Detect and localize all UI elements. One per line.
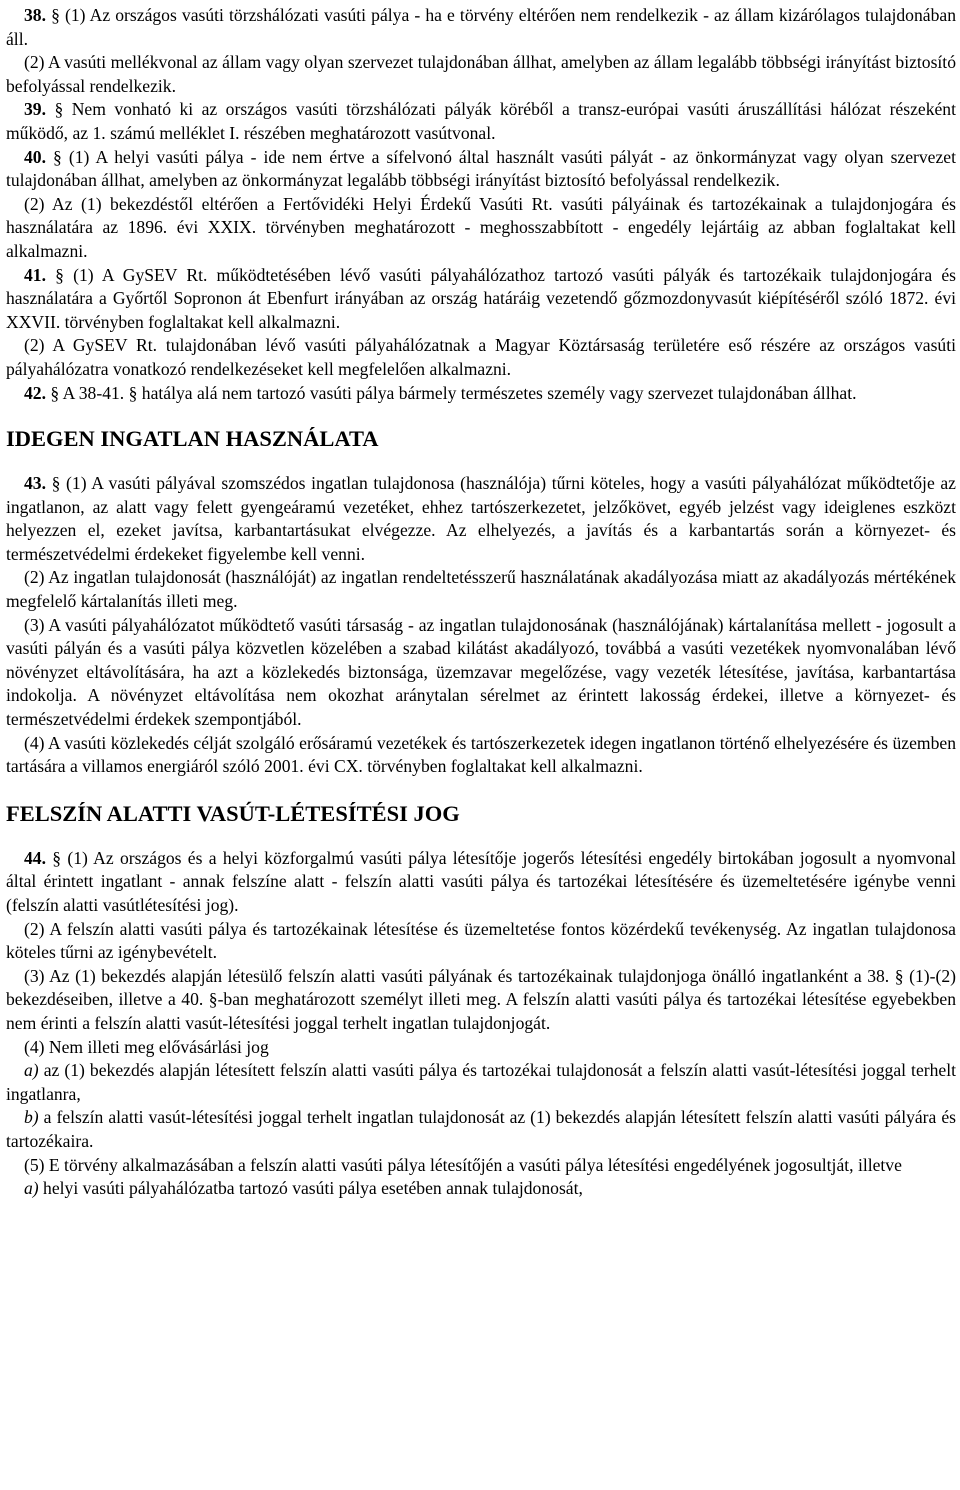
section-number: 44. [24,847,46,868]
section-44-point-b [6,1106,956,1153]
section-43-paragraph-3: (3) A vasúti pályahálózatot működtető vasúti társaság - az ingatlan tulajdonosának (használójának) kártalanítása mellett - jogosult a vasúti pályán és a vasúti pálya közvetlen közelében a szabad kilátást akadályozó, továbbá a vasúti vezetékek nyomvonalában lévő növényzet eltávolítására, ha azt a közlekedés biztonsága, üzemzavar megelőzése, vagy vezeték létesítése, javítása, karbantartása indokolja. A növényzet eltávolítása nem okozhat aránytalan sérelmet az érintett lakosság érdekei, illetve a környezet- és természetvédelmi érdekek szempontjából. [6,614,956,730]
paragraph-text: § (1) Az országos vasúti törzshálózati vasúti pálya - ha e törvény eltérően nem rendelkezik - az állam kizárólagos tulajdonában áll. [6,5,956,49]
document-page [6,4,956,1201]
section-44-point-a [6,1059,956,1106]
section-heading: IDEGEN INGATLAN HASZNÁLATA [6,426,379,452]
point-label: a) [24,1060,39,1081]
section-number: 39. [24,99,46,120]
section-number: 41. [24,264,46,285]
section-44-paragraph-1 [6,847,956,918]
section-43-paragraph-4: (4) A vasúti közlekedés célját szolgáló erősáramú vezetékek és tartószerkezetek idegen ingatlanon történő elhelyezésére és üzemben tartására a villamos energiáról szóló 2001. évi CX. törvényben foglaltakat kell alkalmazni. [6,732,956,777]
paragraph-text: § (1) A vasúti pályával szomszédos ingatlan tulajdonosa (használója) tűrni köteles, hogy a vasúti pályahálózat működtetője az ingatlanon, az alatt vagy felett gyengeáramú vezetéket, ehhez tartószerkezetet, jelzőkövet, egyéb jelzést vagy ideiglenes eszközt helyezzen el, ezeket javítsa, karbantartásukat elvégezze. Az elhelyezés, a javítás és a karbantartás során a környezet- és természetvédelmi érdekeket figyelembe kell venni. [6,473,956,564]
section-44-paragraph-2: (2) A felszín alatti vasúti pálya és tartozékainak létesítése és üzemeltetése fontos közérdekű tevékenység. Az ingatlan tulajdonosa köteles tűrni az igénybevételt. [6,918,956,963]
point-label: a) [24,1178,39,1199]
point-label: b) [24,1107,39,1128]
section-44-paragraph-5: (5) E törvény alkalmazásában a felszín alatti vasúti pálya létesítőjén a vasúti pálya létesítési engedélyének jogosultját, illetve [24,1154,902,1175]
section-44-paragraph-3: (3) Az (1) bekezdés alapján létesülő felszín alatti vasúti pályának és tartozékainak tulajdonjoga önálló ingatlanként a 38. § (1)-(2) bekezdéseiben, illetve a 40. §-ban meghatározott személyt illeti meg. A felszín alatti vasúti pálya és tartozékai létesítése egyebekben nem érinti a felszín alatti vasút-létesítési joggal terhelt ingatlan tulajdonjogát. [6,965,956,1033]
section-44-paragraph-4: (4) Nem illeti meg elővásárlási jog [24,1036,269,1057]
section-44-paragraph-5-point-a [6,1177,956,1201]
section-heading: FELSZÍN ALATTI VASÚT-LÉTESÍTÉSI JOG [6,800,460,826]
section-number: 40. [24,146,46,167]
section-39-paragraph-1 [6,98,956,145]
section-43-paragraph-2: (2) Az ingatlan tulajdonosát (használóját) az ingatlan rendeltetésszerű használatának akadályozása miatt az akadályozás mértékének megfelelő kártalanítás illeti meg. [6,567,956,612]
section-41-paragraph-1 [6,264,956,335]
paragraph-text: § (1) A GySEV Rt. működtetésében lévő vasúti pályahálózathoz tartozó vasúti pályák és tartozékaik tulajdonjogára és használatára a Győrtől Sopronon át Ebenfurt irányában az ország határáig vezetendő gőzmozdonyvasút kiépítéséről szóló 1872. évi XXVII. törvényben foglaltakat kell alkalmazni. [6,264,956,332]
section-40-paragraph-1 [6,146,956,193]
paragraph-text: § A 38-41. § hatálya alá nem tartozó vasúti pálya bármely természetes személy vagy szervezet tulajdonában állhat. [50,382,857,403]
section-number: 42. [24,382,46,403]
section-38-paragraph-1 [6,4,956,51]
section-38-paragraph-2: (2) A vasúti mellékvonal az állam vagy olyan szervezet tulajdonában állhat, amelyben az állam legalább többségi irányítást biztosító befolyással rendelkezik. [6,52,956,96]
paragraph-text: § (1) Az országos és a helyi közforgalmú vasúti pálya létesítője jogerős létesítési engedély birtokában jogosult a nyomvonal által érintett ingatlant - annak felszíne alatt - felszín alatti vasúti pálya és tartozékai létesítésére és üzemeltetésére igénybe venni (felszín alatti vasútlétesítési jog). [6,847,956,915]
section-number: 38. [24,5,46,25]
point-text: az (1) bekezdés alapján létesített felszín alatti vasúti pálya és tartozékai tulajdonosát a felszín alatti vasút-létesítési joggal terhelt ingatlanra, [6,1060,956,1104]
section-41-paragraph-2: (2) A GySEV Rt. tulajdonában lévő vasúti pályahálózatnak a Magyar Köztársaság területére eső részére az országos vasúti pályahálózatra vonatkozó rendelkezéseket kell megfelelően alkalmazni. [6,335,956,379]
section-number: 43. [24,473,46,494]
section-40-paragraph-2: (2) Az (1) bekezdéstől eltérően a Fertővidéki Helyi Érdekű Vasúti Rt. vasúti pályáinak és tartozékainak a tulajdonjogára és használatára az 1896. évi XXIX. törvényben meghatározott - meghosszabbított - engedély lejártáig az abban foglaltakat kell alkalmazni. [6,193,956,261]
paragraph-text: § (1) A helyi vasúti pálya - ide nem értve a sífelvonó által használt vasúti pályát - az önkormányzat vagy olyan szervezet tulajdonában állhat, amelyben az önkormányzat legalább többségi irányítást biztosító befolyással rendelkezik. [6,146,956,191]
point-text: helyi vasúti pályahálózatba tartozó vasúti pálya esetében annak tulajdonosát, [38,1178,583,1199]
paragraph-text: § Nem vonható ki az országos vasúti törzshálózati pályák köréből a transz-európai vasúti áruszállítási hálózat részeként működő, az 1. számú melléklet I. részében meghatározott vasútvonal. [6,99,956,143]
section-42-paragraph-1 [6,382,956,406]
point-text: a felszín alatti vasút-létesítési joggal terhelt ingatlan tulajdonosát az (1) bekezdés alapján létesített felszín alatti vasúti pályára és tartozékaira. [6,1107,956,1151]
section-43-paragraph-1 [6,472,956,566]
